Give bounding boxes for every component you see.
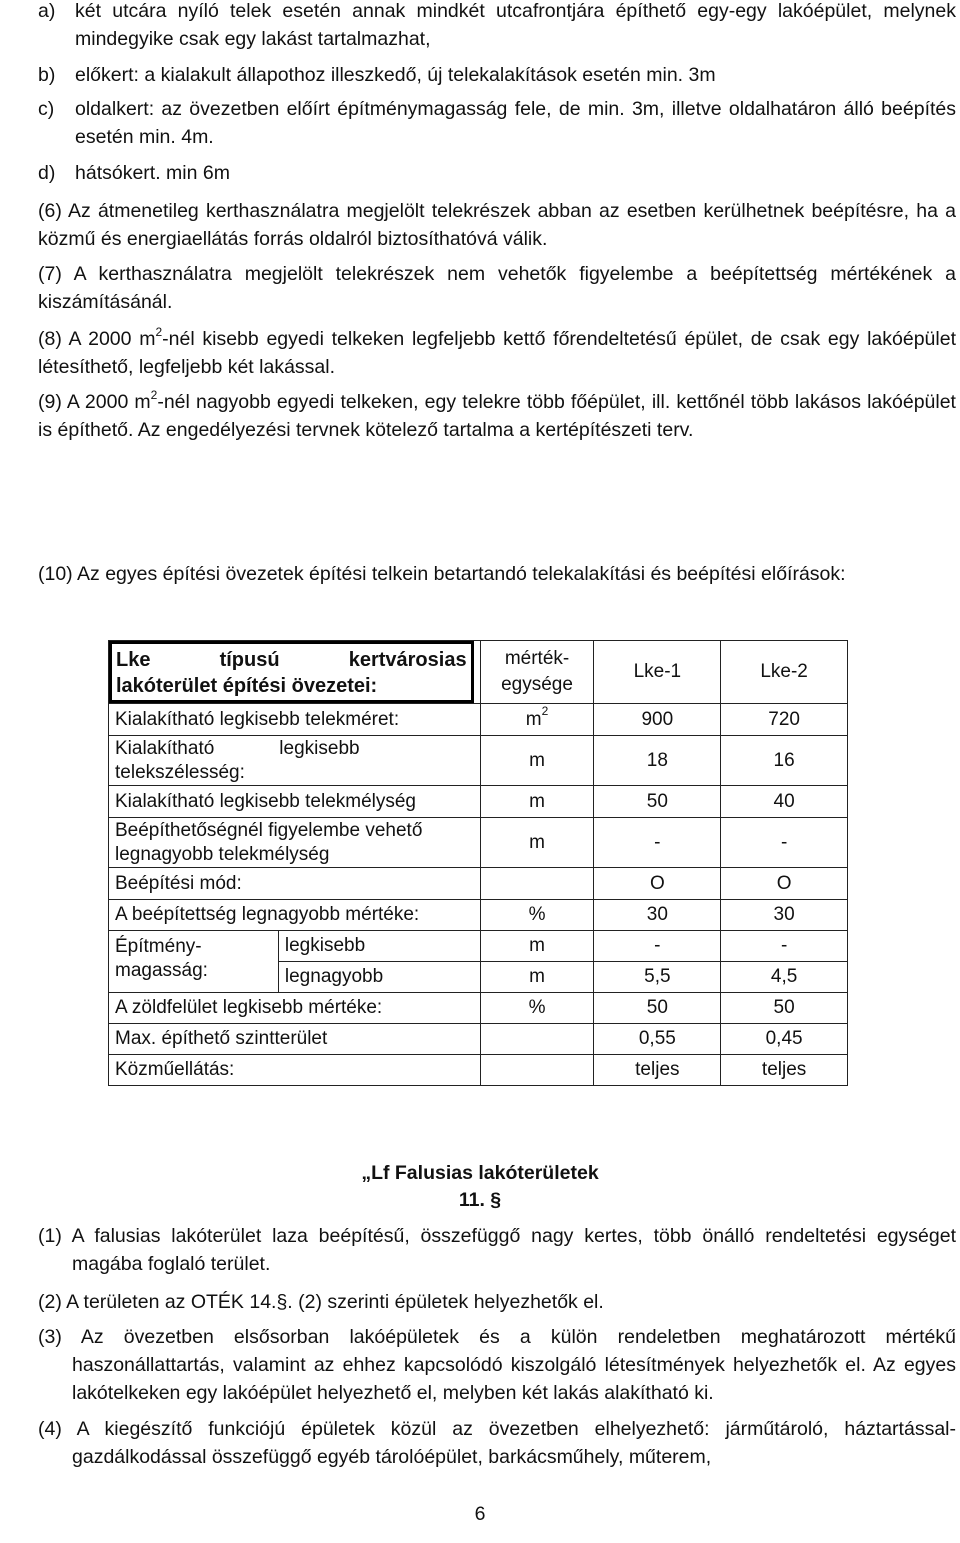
list-item-d (38, 159, 956, 187)
row-label: Építmény-magasság: (109, 931, 279, 993)
row-label: Beépíthetőségnél figyelembe vehető legnagyobb telekmélység (109, 818, 481, 868)
table-header-cell (109, 641, 481, 704)
paragraph-8-text: (8) A 2000 m (38, 328, 156, 350)
row-unit (480, 1024, 594, 1055)
zone-title-box (109, 641, 474, 703)
paragraph-9 (38, 388, 956, 444)
row-value-lke2: - (721, 931, 848, 962)
row-label: Kialakítható legkisebb telekméret: (109, 704, 481, 736)
lf-paragraph-1: (1) A falusias lakóterület laza beépítésű, összefüggő nagy kertes, több önálló rendeltetési egységet magába foglaló terület. (38, 1225, 956, 1275)
row-value-lke2: 50 (721, 993, 848, 1024)
row-sublabel: legnagyobb (278, 962, 480, 993)
list-label: a) (38, 0, 56, 22)
col-header-lke2: Lke-2 (721, 641, 848, 704)
row-value-lke1: 30 (594, 900, 721, 931)
zone-title-line1: Lke típusú kertvárosias (116, 649, 467, 671)
row-value-lke2: 40 (721, 786, 848, 818)
row-unit: m (480, 736, 594, 786)
row-unit (480, 1055, 594, 1086)
table-row (109, 931, 848, 962)
row-sublabel: legkisebb (278, 931, 480, 962)
list-label: b) (38, 64, 56, 86)
list-text: előkert: a kialakult állapothoz illeszkedő, új telekalakítások esetén min. 3m (75, 64, 716, 86)
table-row (109, 900, 848, 931)
lf-paragraph-3: (3) Az övezetben elsősorban lakóépületek és a külön rendeletben meghatározott mértékű haszonállattartás, valamint az ehhez kapcsolódó kiszolgáló létesítmények helyezhetők el. Az egyes lakótelkeken egy lakóépület helyezhető el, melyben két lakás alakítható ki. (38, 1326, 956, 1404)
section-heading: „Lf Falusias lakóterületek (361, 1162, 599, 1184)
col-header-lke1: Lke-1 (594, 641, 721, 704)
row-label: A beépítettség legnagyobb mértéke: (109, 900, 481, 931)
row-value-lke1: 50 (594, 786, 721, 818)
row-label: Kialakítható legkisebb telekszélesség: (109, 736, 481, 786)
lf-paragraph-2: (2) A területen az OTÉK 14.§. (2) szerinti épületek helyezhetők el. (38, 1291, 604, 1313)
paragraph-8-text: -nél kisebb egyedi telkeken legfeljebb kettő főrendeltetésű épület, de csak egy lakóépület létesíthető, legfeljebb két lakással. (38, 328, 956, 378)
table-row (109, 868, 848, 900)
table-row (109, 1055, 848, 1086)
row-value-lke2: - (721, 818, 848, 868)
superscript: 2 (150, 387, 158, 402)
list-label: d) (38, 162, 56, 184)
row-label: Beépítési mód: (109, 868, 481, 900)
list-item-a (38, 0, 956, 53)
table-header-row (109, 641, 848, 704)
row-value-lke2: 720 (721, 704, 848, 736)
row-value-lke2: teljes (721, 1055, 848, 1086)
page-number: 6 (474, 1503, 486, 1525)
row-value-lke1: 900 (594, 704, 721, 736)
paragraph-7: (7) A kerthasználatra megjelölt telekrészek nem vehetők figyelembe a beépítettség mértékének a kiszámításánál. (38, 263, 956, 313)
list-item-b (38, 61, 956, 89)
table-row (109, 736, 848, 786)
superscript: 2 (155, 324, 163, 339)
row-value-lke2: 16 (721, 736, 848, 786)
row-label: Közműellátás: (109, 1055, 481, 1086)
row-value-lke1: 18 (594, 736, 721, 786)
row-value-lke2: 0,45 (721, 1024, 848, 1055)
unit-header: mérték-egysége (480, 641, 594, 704)
row-label: Kialakítható legkisebb telekmélység (109, 786, 481, 818)
row-unit: % (480, 993, 594, 1024)
row-value-lke1: 5,5 (594, 962, 721, 993)
paragraph-6: (6) Az átmenetileg kerthasználatra megjelölt telekrészek abban az esetben kerülhetnek beépítésre, ha a közmű és energiaellátás forrás oldalról biztosíthatóvá válik. (38, 200, 956, 250)
table-row (109, 818, 848, 868)
table-row (109, 786, 848, 818)
row-unit: m (480, 962, 594, 993)
row-value-lke1: - (594, 818, 721, 868)
list-text: oldalkert: az övezetben előírt építménymagasság fele, de min. 3m, illetve oldalhatáron álló beépítés esetén min. 4m. (75, 98, 956, 148)
row-value-lke1: 50 (594, 993, 721, 1024)
section-number: 11. § (458, 1189, 502, 1211)
row-unit: m (480, 931, 594, 962)
row-value-lke2: O (721, 868, 848, 900)
table-row (109, 1024, 848, 1055)
paragraph-10: (10) Az egyes építési övezetek építési telkein betartandó telekalakítási és beépítési előírások: (38, 563, 846, 585)
row-value-lke1: 0,55 (594, 1024, 721, 1055)
zoning-table (108, 640, 848, 1086)
unit-text: m (525, 708, 542, 730)
row-value-lke1: O (594, 868, 721, 900)
paragraph-9-text: (9) A 2000 m (38, 391, 151, 413)
paragraph-8 (38, 325, 956, 381)
row-value-lke1: - (594, 931, 721, 962)
list-text: hátsókert. min 6m (75, 162, 230, 184)
row-label: A zöldfelület legkisebb mértéke: (109, 993, 481, 1024)
superscript: 2 (541, 704, 549, 719)
list-text: két utcára nyíló telek esetén annak mindkét utcafrontjára építhető egy-egy lakóépület, melynek mindegyike csak egy lakást tartalmazhat, (75, 0, 956, 50)
zone-title-line2: lakóterület építési övezetei: (116, 675, 378, 697)
row-unit: m (480, 786, 594, 818)
row-unit (480, 868, 594, 900)
row-value-lke2: 4,5 (721, 962, 848, 993)
row-value-lke2: 30 (721, 900, 848, 931)
paragraph-9-text: -nél nagyobb egyedi telkeken, egy telekre több főépület, ill. kettőnél több lakásos lakóépület is építhető. Az engedélyezési tervnek kötelező tartalma a kertépítészeti terv. (38, 391, 956, 441)
row-value-lke1: teljes (594, 1055, 721, 1086)
row-label: Max. építhető szintterület (109, 1024, 481, 1055)
list-label: c) (38, 98, 55, 120)
list-item-c (38, 95, 956, 151)
table-row (109, 993, 848, 1024)
lf-paragraph-4: (4) A kiegészítő funkciójú épületek közül az övezetben elhelyezhető: járműtároló, háztartással-gazdálkodással összefüggő egyéb tárolóépület, barkácsműhely, műterem, (38, 1418, 956, 1468)
row-unit: % (480, 900, 594, 931)
table-row (109, 704, 848, 736)
row-unit: m (480, 818, 594, 868)
row-unit (480, 704, 594, 736)
